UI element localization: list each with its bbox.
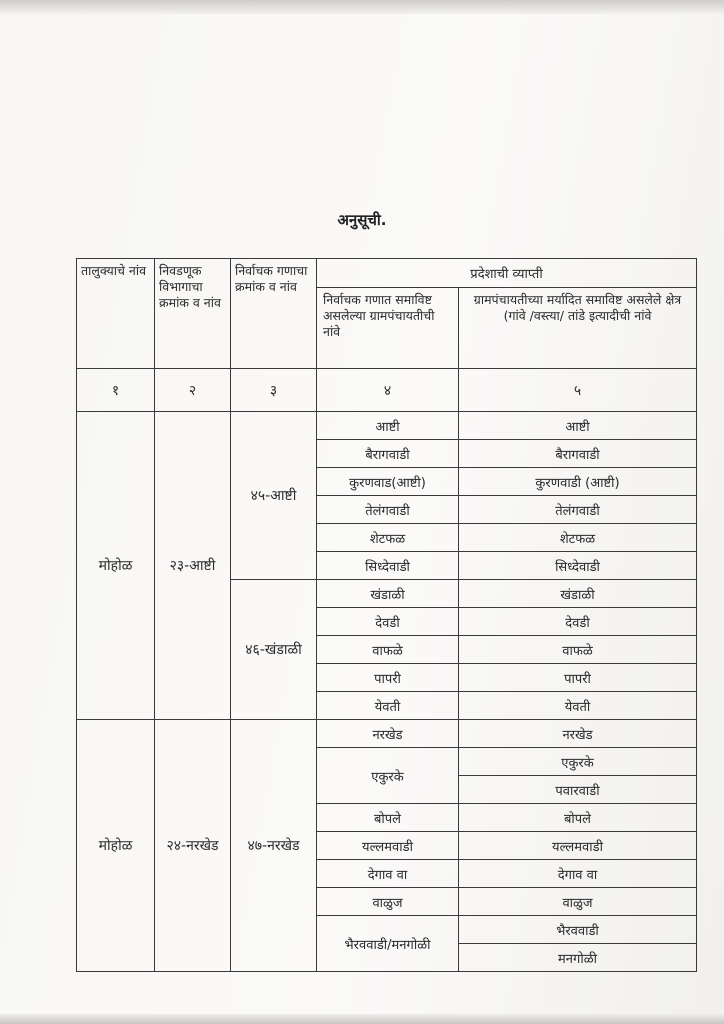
gan-cell: ४५-आष्टी — [231, 412, 317, 580]
page-bottom-edge — [0, 1014, 724, 1024]
gan-cell: ४७-नरखेड — [231, 720, 317, 972]
gram-panchayat-cell: एकुरके — [317, 748, 459, 804]
area-cell: भैरववाडी — [459, 916, 697, 944]
gan-cell: ४६-खंडाळी — [231, 580, 317, 720]
area-cell: मनगोळी — [459, 944, 697, 972]
gram-panchayat-cell: तेलंगवाडी — [317, 496, 459, 524]
area-cell: सिध्देवाडी — [459, 552, 697, 580]
area-cell: वाफळे — [459, 636, 697, 664]
area-cell: पापरी — [459, 664, 697, 692]
area-cell: आष्टी — [459, 412, 697, 440]
taluka-cell: मोहोळ — [77, 412, 155, 720]
header-gan: निर्वाचक गणाचा क्रमांक व नांव — [231, 259, 317, 369]
gram-panchayat-cell: भैरववाडी/मनगोळी — [317, 916, 459, 972]
area-cell: कुरणवाडी (आष्टी) — [459, 468, 697, 496]
gram-panchayat-cell: सिध्देवाडी — [317, 552, 459, 580]
header-taluka: तालुक्याचे नांव — [77, 259, 155, 369]
area-cell: वाळुज — [459, 888, 697, 916]
column-number: २ — [155, 369, 231, 412]
column-number: ३ — [231, 369, 317, 412]
gram-panchayat-cell: बोपले — [317, 804, 459, 832]
table-row — [77, 720, 697, 748]
column-number: ४ — [317, 369, 459, 412]
gram-panchayat-cell: खंडाळी — [317, 580, 459, 608]
area-cell: बैरागवाडी — [459, 440, 697, 468]
header-extent: प्रदेशाची व्याप्ती — [317, 259, 697, 288]
gram-panchayat-cell: आष्टी — [317, 412, 459, 440]
area-cell: देगाव वा — [459, 860, 697, 888]
area-cell: शेटफळ — [459, 524, 697, 552]
area-cell: खंडाळी — [459, 580, 697, 608]
page-top-edge — [0, 0, 724, 14]
gram-panchayat-cell: यल्लमवाडी — [317, 832, 459, 860]
column-number: ५ — [459, 369, 697, 412]
gram-panchayat-cell: बैरागवाडी — [317, 440, 459, 468]
area-cell: देवडी — [459, 608, 697, 636]
header-division: निवडणूक विभागाचा क्रमांक व नांव — [155, 259, 231, 369]
gram-panchayat-cell: देगाव वा — [317, 860, 459, 888]
area-cell: तेलंगवाडी — [459, 496, 697, 524]
taluka-cell: मोहोळ — [77, 720, 155, 972]
gram-panchayat-cell: नरखेड — [317, 720, 459, 748]
gram-panchayat-cell: पापरी — [317, 664, 459, 692]
schedule-table — [76, 258, 697, 972]
area-cell: येवती — [459, 692, 697, 720]
area-cell: यल्लमवाडी — [459, 832, 697, 860]
gram-panchayat-cell: कुरणवाड(आष्टी) — [317, 468, 459, 496]
area-cell: पवारवाडी — [459, 776, 697, 804]
division-cell: २३-आष्टी — [155, 412, 231, 720]
area-cell: बोपले — [459, 804, 697, 832]
gram-panchayat-cell: शेटफळ — [317, 524, 459, 552]
table-row — [77, 412, 697, 440]
column-number-row — [77, 369, 697, 412]
area-cell: एकुरके — [459, 748, 697, 776]
area-cell: नरखेड — [459, 720, 697, 748]
gram-panchayat-cell: वाफळे — [317, 636, 459, 664]
gram-panchayat-cell: देवडी — [317, 608, 459, 636]
gram-panchayat-cell: वाळुज — [317, 888, 459, 916]
column-number: १ — [77, 369, 155, 412]
document-title: अनुसूची. — [337, 211, 387, 229]
header-area: ग्रामपंचायतीच्या मर्यादित समाविष्ट असलेले क्षेत्र (गांवे /वस्त्या/ तांडे इत्यादीची नांवे — [459, 288, 697, 369]
gram-panchayat-cell: येवती — [317, 692, 459, 720]
header-gram-panchayat: निर्वाचक गणात समाविष्ट असलेल्या ग्रामपंचायतीची नांवे — [317, 288, 459, 369]
division-cell: २४-नरखेड — [155, 720, 231, 972]
